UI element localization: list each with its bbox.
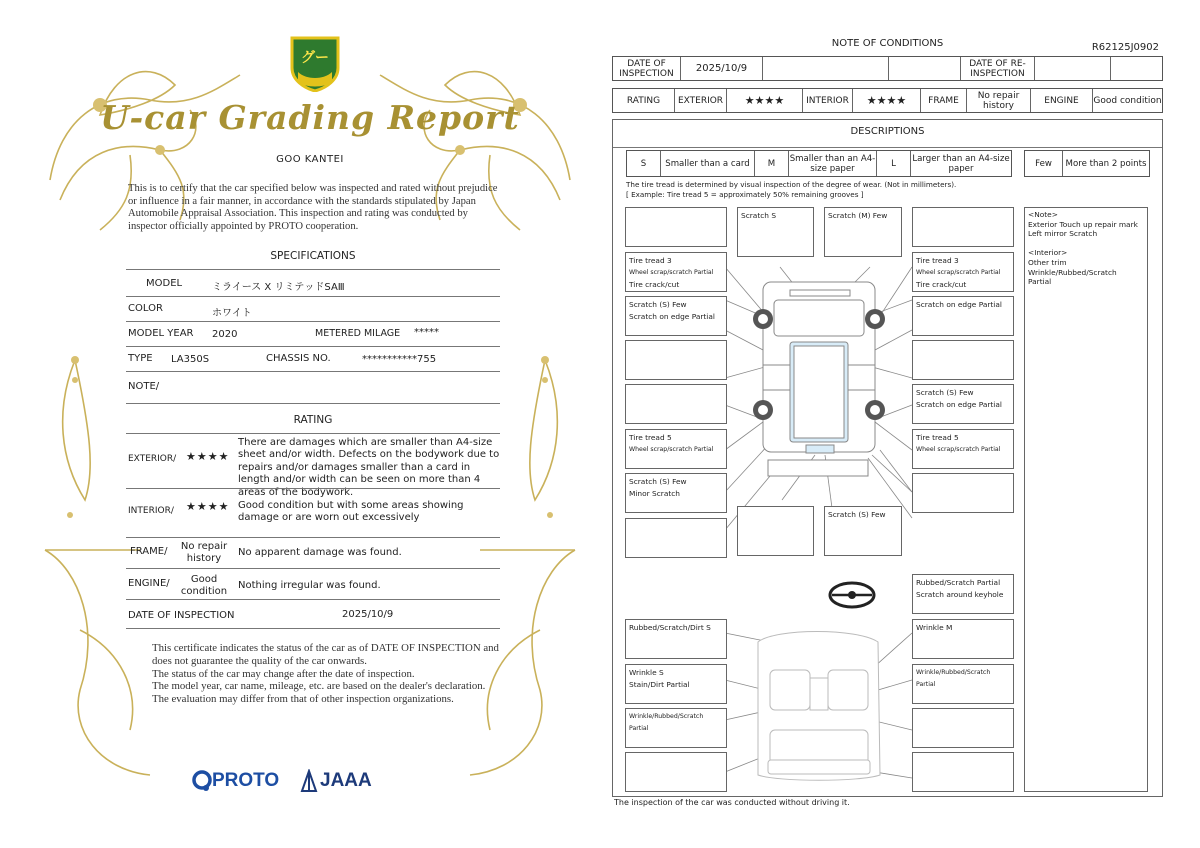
note-line: <Interior>	[1028, 248, 1068, 258]
interior-stars: ★★★★	[186, 500, 230, 513]
frame-description: No apparent damage was found.	[238, 547, 402, 558]
divider	[126, 488, 500, 489]
tire-note: The tire tread is determined by visual inspection of the degree of wear. (Not in millimeters).	[626, 180, 957, 189]
condition-text: Scratch on edge Partial	[916, 400, 1002, 409]
empty-cell	[1111, 57, 1162, 80]
condition-text: Scratch S	[741, 211, 777, 220]
svg-text:鑑定: 鑑定	[305, 69, 325, 79]
condition-box-steering-wheel	[912, 574, 1014, 614]
divider	[126, 321, 500, 322]
exterior-label: EXTERIOR/	[128, 454, 177, 464]
reference-number: R62125J0902	[1091, 42, 1159, 53]
divider	[126, 537, 500, 538]
inspection-date-row	[612, 56, 1163, 81]
condition-box	[912, 473, 1014, 513]
few-legend	[1024, 150, 1150, 177]
condition-text: Scratch (S) Few	[629, 300, 687, 309]
condition-box	[625, 207, 727, 247]
frame-label: FRAME/	[130, 546, 168, 557]
condition-text: Wheel scrap/scratch Partial	[916, 446, 1001, 453]
condition-text: Scratch on edge Partial	[916, 300, 1002, 309]
condition-text: Scratch around keyhole	[916, 590, 1004, 599]
condition-text: Tire tread 5	[916, 433, 959, 442]
condition-box-front-right-tire	[912, 252, 1014, 292]
date-reinspection-label: DATE OF RE-INSPECTION	[961, 57, 1035, 80]
condition-box-top-right	[824, 207, 902, 257]
condition-box-top-mid	[737, 207, 814, 257]
condition-text: Rubbed/Scratch Partial	[916, 578, 1001, 587]
metered-milage-value: *****	[414, 327, 439, 338]
date-inspection-label: DATE OF INSPECTION	[613, 57, 681, 80]
divider	[126, 403, 500, 404]
sheet-title: NOTE OF CONDITIONS	[831, 38, 944, 49]
condition-box	[912, 708, 1014, 748]
note-line: Wrinkle/Rubbed/Scratch	[1028, 267, 1117, 277]
condition-text: Tire tread 3	[916, 256, 959, 265]
svg-text:グー: グー	[301, 50, 329, 66]
exterior-stars: ★★★★	[727, 89, 803, 112]
frame-value: No repair history	[180, 541, 228, 564]
descriptions-heading: DESCRIPTIONS	[850, 126, 925, 137]
condition-box	[912, 207, 1014, 247]
legend-text-l: Larger than an A4-size paper	[912, 153, 1010, 174]
certificate-footer: This certificate indicates the status of the car as of DATE OF INSPECTION and does not guarantee the quality of the car onwards. The status of the car may change after the date of inspection. The model year, car name, mileage, etc. are based on the dealer's declaration. The evaluation may differ from that of other inspection organizations.	[152, 642, 499, 706]
condition-text: Minor Scratch	[629, 489, 680, 498]
certificate-title: U-car Grading Report	[100, 98, 520, 137]
note-line: Partial	[1028, 277, 1052, 287]
chassis-label: CHASSIS NO.	[266, 353, 331, 364]
divider	[126, 269, 500, 270]
condition-box-interior-right-seat	[912, 664, 1014, 704]
condition-box	[737, 506, 814, 556]
metered-milage-label: METERED MILAGE	[315, 328, 401, 339]
rating-row	[612, 88, 1163, 113]
engine-value: Good condition	[1093, 95, 1162, 106]
note-line: Other trim	[1028, 257, 1067, 267]
condition-box-interior-left-rear	[625, 708, 727, 748]
engine-value: Good condition	[180, 574, 228, 597]
model-year-value: 2020	[212, 329, 238, 340]
condition-box	[912, 752, 1014, 792]
note-line	[1028, 239, 1144, 249]
chassis-value: ***********755	[362, 354, 437, 365]
engine-label: ENGINE/	[128, 578, 170, 589]
type-value: LA350S	[171, 354, 210, 365]
condition-text: Wheel scrap/scratch Partial	[916, 269, 1001, 276]
condition-text: Scratch (M) Few	[828, 211, 888, 220]
condition-text: Scratch on edge Partial	[629, 312, 715, 321]
tire-example: [ Example: Tire tread 5 = approximately 50% remaining grooves ]	[626, 190, 864, 199]
condition-text: Tire tread 3	[629, 256, 672, 265]
divider	[613, 147, 1162, 148]
condition-text: Tire tread 5	[629, 433, 672, 442]
note-line: <Note>	[1028, 210, 1058, 219]
condition-text: Rubbed/Scratch/Dirt S	[629, 623, 711, 632]
condition-text: Wrinkle M	[916, 623, 953, 632]
condition-text: Wrinkle/Rubbed/Scratch Partial	[629, 713, 704, 732]
color-value: ホワイト	[212, 308, 252, 319]
condition-box-left-front	[625, 296, 727, 336]
condition-text: Stain/Dirt Partial	[629, 680, 690, 689]
condition-text: Wrinkle/Rubbed/Scratch Partial	[916, 669, 991, 688]
condition-box-right-front	[912, 296, 1014, 336]
condition-box	[912, 340, 1014, 380]
frame-label: FRAME	[921, 89, 967, 112]
divider	[126, 296, 500, 297]
goo-kantei-badge-icon	[286, 32, 344, 92]
jaaa-logo-icon	[300, 769, 318, 793]
interior-label: INTERIOR/	[128, 506, 174, 516]
engine-label: ENGINE	[1031, 89, 1093, 112]
sheet-footer: The inspection of the car was conducted without driving it.	[614, 798, 850, 807]
divider	[126, 568, 500, 569]
condition-box	[625, 518, 727, 558]
model-label: MODEL	[146, 278, 183, 289]
type-label: TYPE	[128, 353, 153, 364]
condition-box	[625, 752, 727, 792]
interior-label: INTERIOR	[803, 89, 853, 112]
interior-stars: ★★★★	[853, 89, 921, 112]
date-of-inspection-value: 2025/10/9	[342, 609, 394, 620]
condition-text: Wheel scrap/scratch Partial	[629, 269, 714, 276]
exterior-stars: ★★★★	[186, 450, 230, 463]
certificate-subtitle: GOO KANTEI	[276, 154, 344, 165]
condition-box-rear-left-tire	[625, 429, 727, 469]
divider	[126, 433, 500, 434]
grading-certificate	[40, 30, 580, 820]
condition-box-rear-right-tire	[912, 429, 1014, 469]
notes-box	[1024, 207, 1148, 792]
condition-text: Wrinkle S	[629, 668, 664, 677]
certificate-intro: This is to certify that the car specified below was inspected and rated without prejudice or influence in a fair manner, in accordance with the standards stipulated by Japan Automobile Appraisal Association. This inspection and rating was conducted by inspector officially appointed by PROTO cooperation.	[128, 183, 498, 232]
note-label: NOTE/	[128, 381, 160, 392]
condition-box-interior-right-front	[912, 619, 1014, 659]
model-value: ミライース X リミテッドSAⅢ	[212, 282, 345, 293]
date-of-inspection-label: DATE OF INSPECTION	[128, 610, 235, 621]
model-year-label: MODEL YEAR	[128, 328, 194, 339]
engine-description: Nothing irregular was found.	[238, 580, 381, 591]
condition-box-interior-left-seat	[625, 664, 727, 704]
empty-cell	[763, 57, 889, 80]
divider	[126, 371, 500, 372]
legend-text-s: Smaller than a card	[661, 151, 755, 176]
exterior-label: EXTERIOR	[675, 89, 727, 112]
condition-box-left-rear	[625, 473, 727, 513]
proto-brand: PROTO	[212, 770, 280, 791]
empty-cell	[1035, 57, 1111, 80]
date-inspection-value: 2025/10/9	[681, 57, 763, 80]
condition-text: Tire crack/cut	[916, 280, 967, 289]
condition-box-bottom-mid	[824, 506, 902, 556]
condition-text: Scratch (S) Few	[629, 477, 687, 486]
empty-cell	[889, 57, 961, 80]
divider	[126, 599, 500, 600]
condition-sheet	[610, 30, 1165, 820]
proto-logo-icon	[192, 770, 212, 792]
legend-key-m: M	[755, 151, 789, 176]
divider	[126, 628, 500, 629]
condition-text: Scratch (S) Few	[916, 388, 974, 397]
condition-box-right-rear	[912, 384, 1014, 424]
specifications-heading: SPECIFICATIONS	[270, 250, 356, 262]
legend-key-few: Few	[1025, 151, 1063, 176]
legend-text-few: More than 2 points	[1065, 158, 1147, 169]
frame-value: No repair history	[967, 89, 1031, 112]
note-line: Left mirror Scratch	[1028, 229, 1098, 239]
condition-text: Wheel scrap/scratch Partial	[629, 446, 714, 453]
size-legend	[626, 150, 1012, 177]
color-label: COLOR	[128, 303, 163, 314]
jaaa-brand: JAAA	[320, 770, 372, 791]
divider	[126, 346, 500, 347]
exterior-description: There are damages which are smaller than A4-size sheet and/or width. Defects on the bodywork due to repairs and/or damages smaller than a card in length and/or width can be seen on more than 4 areas of the bodywork.	[238, 437, 500, 498]
legend-key-s: S	[627, 151, 661, 176]
condition-text: Scratch (S) Few	[828, 510, 886, 519]
condition-text: Tire crack/cut	[629, 280, 680, 289]
rating-label: RATING	[613, 89, 675, 112]
legend-text-m: Smaller than an A4-size paper	[789, 151, 877, 176]
condition-box	[625, 340, 727, 380]
condition-box	[625, 384, 727, 424]
condition-box-front-left-tire	[625, 252, 727, 292]
note-line: Exterior Touch up repair mark	[1028, 219, 1138, 229]
interior-description: Good condition but with some areas showing damage or are worn out excessively	[238, 500, 464, 524]
legend-key-l: L	[877, 151, 911, 176]
rating-heading: RATING	[293, 414, 333, 426]
condition-box-interior-ceiling	[625, 619, 727, 659]
